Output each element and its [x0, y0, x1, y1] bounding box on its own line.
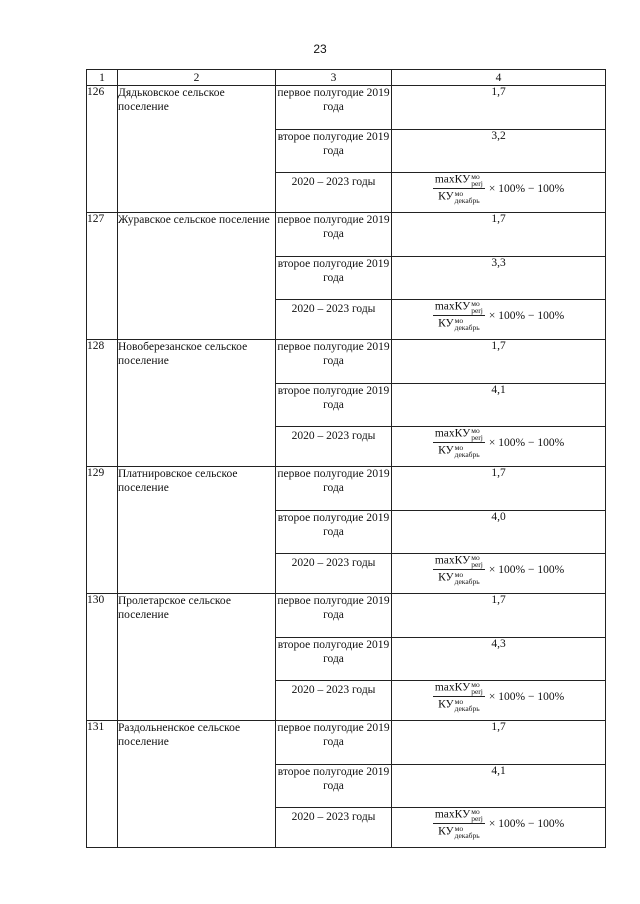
formula-tail: × 100% − 100% [488, 436, 565, 449]
formula-numerator-indices [471, 300, 483, 314]
formula-numerator-sup: мо [471, 299, 480, 308]
formula-numerator [433, 554, 485, 570]
formula-denominator-sup: мо [454, 570, 464, 579]
period-second-half: второе полугодие 2019 года [276, 638, 392, 681]
settlement-name: Платнировское сельское поселение [118, 467, 276, 594]
period-first-half: первое полугодие 2019 года [276, 721, 392, 765]
formula-denominator-sup: мо [454, 316, 464, 325]
formula-denominator-sup: мо [454, 697, 464, 706]
formula-tail: × 100% − 100% [488, 182, 565, 195]
formula-fraction [433, 808, 485, 839]
period-2020-2023: 2020 – 2023 годы [276, 808, 392, 848]
formula-denominator-indices [455, 190, 480, 204]
formula-numerator-main: maxКУ [434, 808, 471, 821]
formula-denominator [436, 189, 482, 204]
formula-denominator-sup: мо [454, 443, 464, 452]
period-second-half: второе полугодие 2019 года [276, 511, 392, 554]
formula-cell [392, 681, 606, 721]
row-number: 126 [87, 86, 118, 213]
formula-numerator-sup: мо [471, 172, 480, 181]
formula-denominator-sup: мо [454, 824, 464, 833]
value-first-half: 1,7 [392, 213, 606, 257]
formula-denominator-sub: декабрь [454, 577, 480, 586]
period-2020-2023: 2020 – 2023 годы [276, 300, 392, 340]
period-first-half: первое полугодие 2019 года [276, 213, 392, 257]
value-second-half: 3,3 [392, 257, 606, 300]
formula-numerator-sub: perj [471, 433, 483, 442]
period-second-half: второе полугодие 2019 года [276, 257, 392, 300]
formula-denominator-sub: декабрь [454, 323, 480, 332]
formula-numerator-indices [471, 173, 483, 187]
formula-fraction [433, 300, 485, 331]
table-row [87, 594, 606, 638]
period-second-half: второе полугодие 2019 года [276, 765, 392, 808]
formula-denominator-indices [455, 698, 480, 712]
formula-numerator [433, 808, 485, 824]
formula [392, 300, 605, 331]
formula-numerator-sup: мо [471, 426, 480, 435]
formula-numerator-sup: мо [471, 807, 480, 816]
formula-denominator [436, 697, 482, 712]
formula-cell [392, 554, 606, 594]
value-second-half: 4,3 [392, 638, 606, 681]
formula-cell [392, 808, 606, 848]
formula-numerator-main: maxКУ [434, 681, 471, 694]
formula [392, 173, 605, 204]
formula-numerator-sup: мо [471, 553, 480, 562]
period-second-half: второе полугодие 2019 года [276, 130, 392, 173]
formula [392, 427, 605, 458]
formula [392, 808, 605, 839]
formula-numerator-indices [471, 681, 483, 695]
value-first-half: 1,7 [392, 467, 606, 511]
formula-denominator-indices [455, 317, 480, 331]
formula-fraction [433, 427, 485, 458]
value-second-half: 3,2 [392, 130, 606, 173]
formula-tail: × 100% − 100% [488, 817, 565, 830]
page-number: 23 [313, 42, 327, 56]
formula-fraction [433, 173, 485, 204]
formula-numerator-indices [471, 808, 483, 822]
formula [392, 681, 605, 712]
value-second-half: 4,0 [392, 511, 606, 554]
formula-tail: × 100% − 100% [488, 563, 565, 576]
settlement-name: Журавское сельское поселение [118, 213, 276, 340]
formula-numerator-main: maxКУ [434, 173, 471, 186]
formula [392, 554, 605, 585]
value-first-half: 1,7 [392, 86, 606, 130]
formula-numerator [433, 427, 485, 443]
table-row [87, 721, 606, 765]
formula-denominator-indices [455, 825, 480, 839]
formula-numerator-main: maxКУ [434, 300, 471, 313]
formula-numerator-sub: perj [471, 687, 483, 696]
formula-numerator-main: maxКУ [434, 427, 471, 440]
formula-numerator [433, 300, 485, 316]
formula-numerator-indices [471, 427, 483, 441]
formula-denominator-main: КУ [438, 190, 454, 203]
table-body [87, 70, 606, 848]
settlement-name: Раздольненское сельское поселение [118, 721, 276, 848]
period-2020-2023: 2020 – 2023 годы [276, 427, 392, 467]
formula-numerator-main: maxКУ [434, 554, 471, 567]
formula-tail: × 100% − 100% [488, 690, 565, 703]
formula-denominator-indices [455, 571, 480, 585]
formula-denominator [436, 443, 482, 458]
value-first-half: 1,7 [392, 721, 606, 765]
header-cell-4: 4 [392, 70, 606, 86]
header-cell-3: 3 [276, 70, 392, 86]
table-row [87, 340, 606, 384]
value-first-half: 1,7 [392, 340, 606, 384]
period-first-half: первое полугодие 2019 года [276, 340, 392, 384]
formula-denominator-main: КУ [438, 317, 454, 330]
formula-numerator [433, 681, 485, 697]
row-number: 129 [87, 467, 118, 594]
formula-denominator [436, 316, 482, 331]
formula-denominator-sub: декабрь [454, 831, 480, 840]
period-first-half: первое полугодие 2019 года [276, 594, 392, 638]
row-number: 131 [87, 721, 118, 848]
formula-denominator [436, 824, 482, 839]
formula-denominator-main: КУ [438, 444, 454, 457]
formula-cell [392, 300, 606, 340]
row-number: 128 [87, 340, 118, 467]
period-2020-2023: 2020 – 2023 годы [276, 554, 392, 594]
period-second-half: второе полугодие 2019 года [276, 384, 392, 427]
tariff-table [86, 69, 606, 848]
formula-denominator-sub: декабрь [454, 704, 480, 713]
row-number: 127 [87, 213, 118, 340]
header-row [87, 70, 606, 86]
formula-denominator-indices [455, 444, 480, 458]
formula-numerator [433, 173, 485, 189]
header-cell-1: 1 [87, 70, 118, 86]
formula-denominator-sub: декабрь [454, 450, 480, 459]
formula-denominator-sub: декабрь [454, 196, 480, 205]
formula-numerator-sub: perj [471, 179, 483, 188]
formula-numerator-sub: perj [471, 560, 483, 569]
value-first-half: 1,7 [392, 594, 606, 638]
table-row [87, 86, 606, 130]
formula-cell [392, 173, 606, 213]
formula-cell [392, 427, 606, 467]
settlement-name: Пролетарское сельское поселение [118, 594, 276, 721]
formula-denominator [436, 570, 482, 585]
header-cell-2: 2 [118, 70, 276, 86]
table-row [87, 467, 606, 511]
table-row [87, 213, 606, 257]
formula-tail: × 100% − 100% [488, 309, 565, 322]
period-2020-2023: 2020 – 2023 годы [276, 681, 392, 721]
formula-numerator-indices [471, 554, 483, 568]
formula-denominator-main: КУ [438, 698, 454, 711]
formula-numerator-sub: perj [471, 306, 483, 315]
formula-numerator-sub: perj [471, 814, 483, 823]
period-2020-2023: 2020 – 2023 годы [276, 173, 392, 213]
period-first-half: первое полугодие 2019 года [276, 467, 392, 511]
settlement-name: Новоберезанское сельское поселение [118, 340, 276, 467]
value-second-half: 4,1 [392, 384, 606, 427]
formula-numerator-sup: мо [471, 680, 480, 689]
formula-denominator-sup: мо [454, 189, 464, 198]
formula-denominator-main: КУ [438, 571, 454, 584]
period-first-half: первое полугодие 2019 года [276, 86, 392, 130]
formula-denominator-main: КУ [438, 825, 454, 838]
formula-fraction [433, 681, 485, 712]
formula-fraction [433, 554, 485, 585]
row-number: 130 [87, 594, 118, 721]
settlement-name: Дядьковское сельское поселение [118, 86, 276, 213]
value-second-half: 4,1 [392, 765, 606, 808]
